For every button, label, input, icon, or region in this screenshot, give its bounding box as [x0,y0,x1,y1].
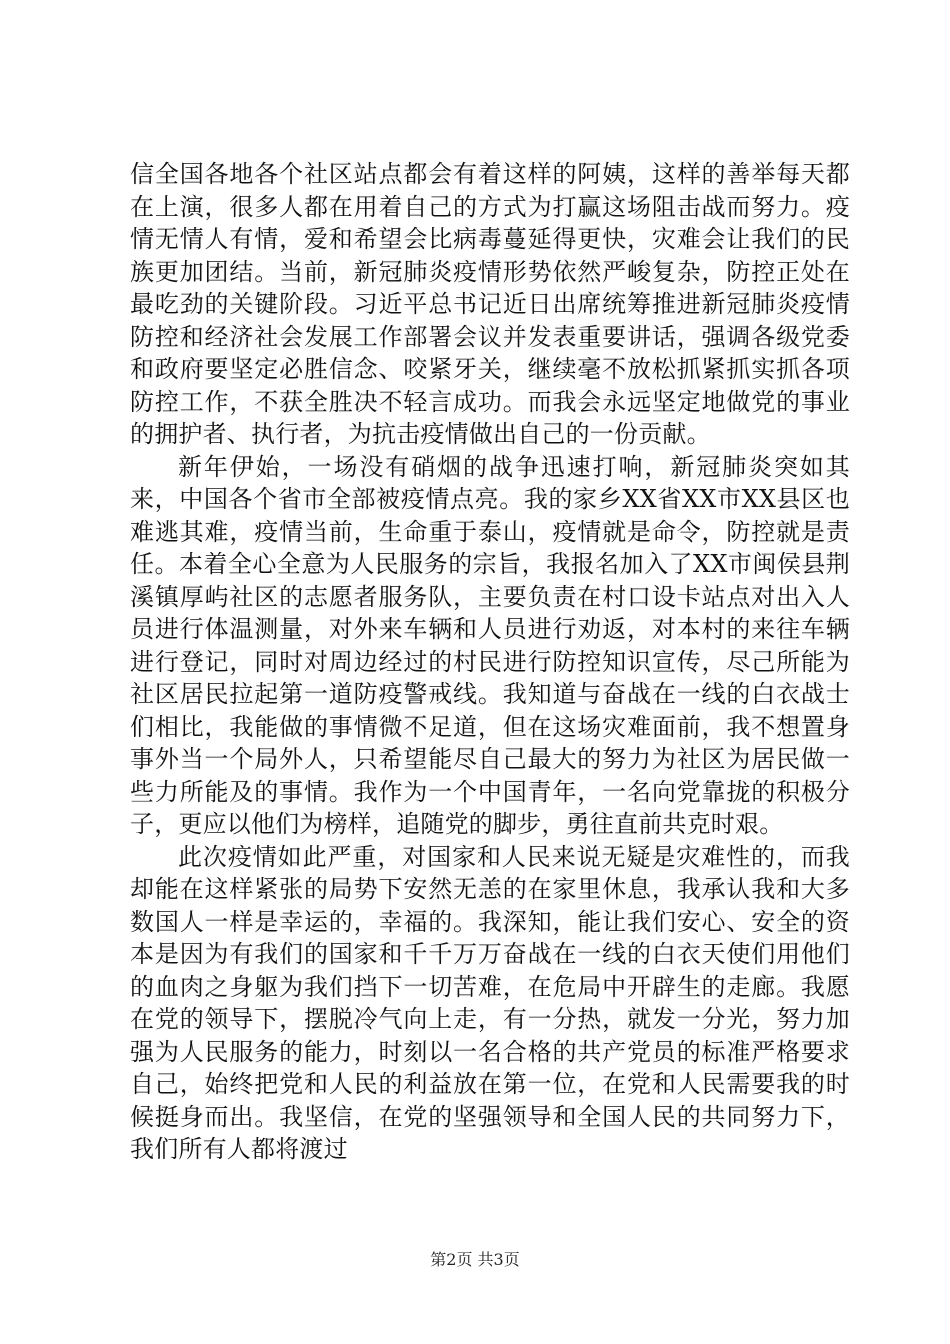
paragraph-2: 新年伊始，一场没有硝烟的战争迅速打响，新冠肺炎突如其来，中国各个省市全部被疫情点亮。我的家乡XX省XX市XX县区也难逃其难，疫情当前，生命重于泰山，疫情就是命令，防控就是责任。本着全心全意为人民服务的宗旨，我报名加入了XX市闽侯县荆溪镇厚屿社区的志愿者服务队，主要负责在村口设卡站点对出入人员进行体温测量，对外来车辆和人员进行劝返，对本村的来往车辆进行登记，同时对周边经过的村民进行防控知识宣传，尽己所能为社区居民拉起第一道防疫警戒线。我知道与奋战在一线的白衣战士们相比，我能做的事情微不足道，但在这场灾难面前，我不想置身事外当一个局外人，只希望能尽自己最大的努力为社区为居民做一些力所能及的事情。我作为一个中国青年，一名向党靠拢的积极分子，更应以他们为榜样，追随党的脚步，勇往直前共克时艰。 [130,452,850,838]
paragraph-3: 此次疫情如此严重，对国家和人民来说无疑是灾难性的，而我却能在这样紧张的局势下安然无恙的在家里休息，我承认我和大多数国人一样是幸运的，幸福的。我深知，能让我们安心、安全的资本是因为有我们的国家和千千万万奋战在一线的白衣天使们用他们的血肉之身躯为我们挡下一切苦难，在危局中开辟生的走廊。我愿在党的领导下，摆脱冷气向上走，有一分热，就发一分光，努力加强为人民服务的能力，时刻以一名合格的共产党员的标准严格要求自己，始终把党和人民的利益放在第一位，在党和人民需要我的时候挺身而出。我坚信，在党的坚强领导和全国人民的共同努力下，我们所有人都将渡过 [130,842,850,1163]
page-footer: 第2页 共3页 [430,1250,520,1269]
paragraph-1: 信全国各地各个社区站点都会有着这样的阿姨，这样的善举每天都在上演，很多人都在用着自己的方式为打赢这场阻击战而努力。疫情无情人有情，爱和希望会比病毒蔓延得更快，灾难会让我们的民族更加团结。当前，新冠肺炎疫情形势依然严峻复杂，防控正处在最吃劲的关键阶段。习近平总书记近日出席统筹推进新冠肺炎疫情防控和经济社会发展工作部署会议并发表重要讲话，强调各级党委和政府要坚定必胜信念、咬紧牙关，继续毫不放松抓紧抓实抓各项防控工作，不获全胜决不轻言成功。而我会永远坚定地做党的事业的拥护者、执行者，为抗击疫情做出自己的一份贡献。 [130,160,850,448]
document-body [130,158,850,1166]
